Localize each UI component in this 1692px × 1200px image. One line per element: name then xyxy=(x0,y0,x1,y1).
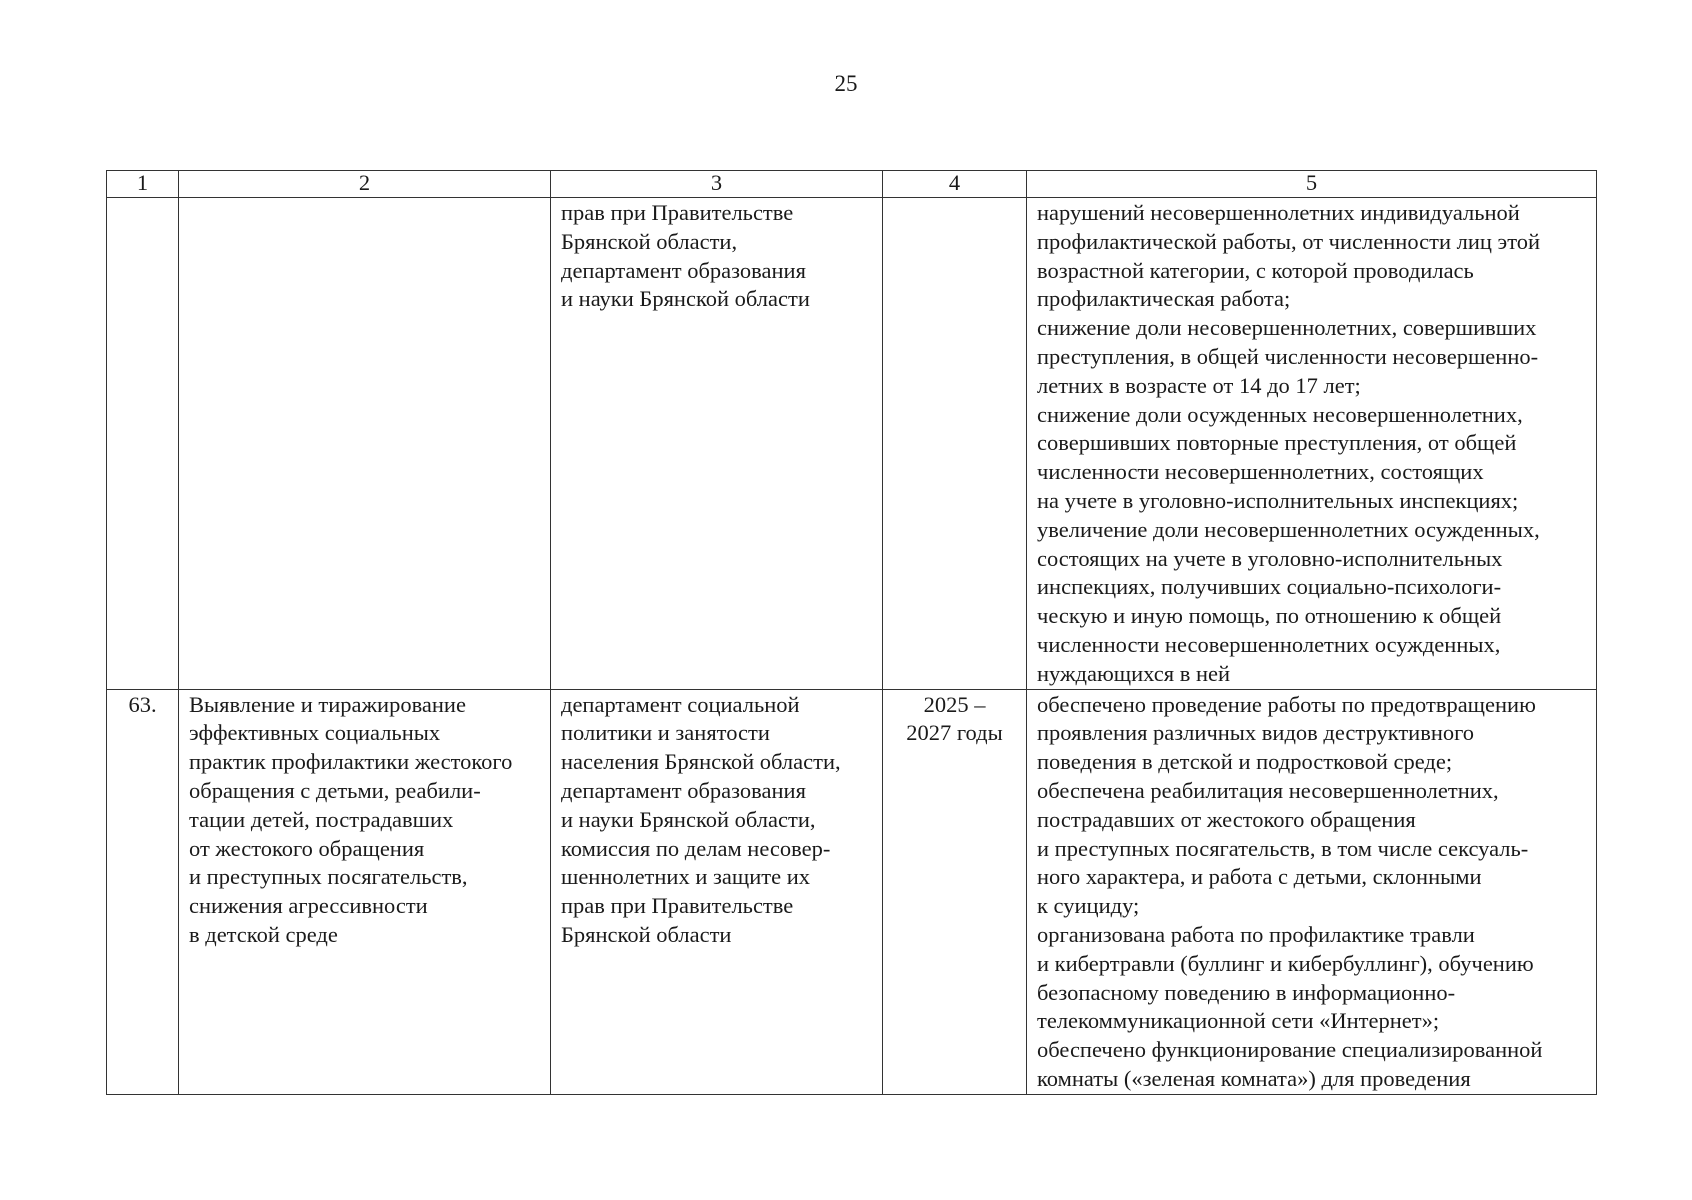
results-line: организована работа по профилактике травли xyxy=(1037,921,1475,947)
measure-line: Выявление и тиражирование xyxy=(189,691,466,717)
results-line: преступления, в общей численности несовершенно- xyxy=(1037,343,1539,369)
row-number-cell xyxy=(107,198,179,690)
measure-line: снижения агрессивности xyxy=(189,893,428,919)
measures-table xyxy=(106,170,1597,1095)
column-header-1: 1 xyxy=(107,171,179,198)
results-line: пострадавших от жестокого обращения xyxy=(1037,806,1416,832)
results-line: ного характера, и работа с детьми, склонными xyxy=(1037,864,1482,890)
results-line: к суициду; xyxy=(1037,893,1140,919)
row-number: 63. xyxy=(128,691,157,717)
results-line: обеспечено проведение работы по предотвращению xyxy=(1037,691,1536,717)
executors-line: комиссия по делам несовер- xyxy=(561,835,831,861)
column-header-5: 5 xyxy=(1027,171,1597,198)
results-line: поведения в детской и подростковой среде; xyxy=(1037,749,1453,775)
table-header-row xyxy=(107,171,1597,198)
results-cell xyxy=(1027,689,1597,1094)
executors-line: Брянской области xyxy=(561,921,732,947)
measure-cell xyxy=(179,689,551,1094)
results-line: нуждающихся в ней xyxy=(1037,660,1231,686)
results-line: на учете в уголовно-исполнительных инспекциях; xyxy=(1037,487,1519,513)
period-cell xyxy=(883,689,1027,1094)
results-line: и кибертравли (буллинг и кибербуллинг), обучению xyxy=(1037,950,1534,976)
measure-line: и преступных посягательств, xyxy=(189,864,468,890)
executors-line: и науки Брянской области, xyxy=(561,806,816,832)
measure-line: в детской среде xyxy=(189,921,338,947)
results-line: численности несовершеннолетних, состоящих xyxy=(1037,459,1484,485)
executors-line: департамент социальной xyxy=(561,691,800,717)
measure-line: тации детей, пострадавших xyxy=(189,806,454,832)
period-cell xyxy=(883,198,1027,690)
results-line: нарушений несовершеннолетних индивидуальной xyxy=(1037,200,1520,225)
period-line: 2025 – xyxy=(923,691,986,717)
results-line: инспекциях, получивших социально-психологи- xyxy=(1037,574,1502,600)
results-line: профилактическая работа; xyxy=(1037,286,1291,312)
measure-line: эффективных социальных xyxy=(189,720,441,746)
executors-line: населения Брянской области, xyxy=(561,749,841,775)
executors-line: политики и занятости xyxy=(561,720,770,746)
executors-cell xyxy=(551,689,883,1094)
results-line: состоящих на учете в уголовно-исполнительных xyxy=(1037,545,1503,571)
results-line: снижение доли осужденных несовершеннолетних, xyxy=(1037,401,1523,427)
results-line: снижение доли несовершеннолетних, совершивших xyxy=(1037,315,1537,341)
executors-line: департамент образования xyxy=(561,777,806,803)
column-header-3: 3 xyxy=(551,171,883,198)
results-line: обеспечено функционирование специализированной xyxy=(1037,1037,1543,1063)
results-cell xyxy=(1027,198,1597,690)
results-line: проявления различных видов деструктивного xyxy=(1037,720,1475,746)
measure-cell xyxy=(179,198,551,690)
executors-line: прав при Правительстве xyxy=(561,893,794,919)
results-line: и преступных посягательств, в том числе сексуаль- xyxy=(1037,835,1529,861)
results-line: профилактической работы, от численности лиц этой xyxy=(1037,228,1541,254)
row-number-cell xyxy=(107,689,179,1094)
measure-line: от жестокого обращения xyxy=(189,835,425,861)
results-line: совершивших повторные преступления, от общей xyxy=(1037,430,1517,456)
results-line: безопасному поведению в информационно- xyxy=(1037,979,1456,1005)
measure-line: обращения с детьми, реабили- xyxy=(189,777,481,803)
results-line: комнаты («зеленая комната») для проведения xyxy=(1037,1065,1471,1091)
results-line: увеличение доли несовершеннолетних осужденных, xyxy=(1037,516,1540,542)
period-line: 2027 годы xyxy=(906,720,1003,746)
results-line: возрастной категории, с которой проводилась xyxy=(1037,257,1474,283)
results-line: телекоммуникационной сети «Интернет»; xyxy=(1037,1008,1440,1034)
measure-line: практик профилактики жестокого xyxy=(189,749,513,775)
table-row xyxy=(107,689,1597,1094)
executors-line: прав при Правительстве xyxy=(561,200,794,225)
column-header-4: 4 xyxy=(883,171,1027,198)
table-row xyxy=(107,198,1597,690)
executors-line: шеннолетних и защите их xyxy=(561,864,810,890)
results-line: обеспечена реабилитация несовершеннолетних, xyxy=(1037,777,1499,803)
executors-line: и науки Брянской области xyxy=(561,286,810,312)
page-number: 25 xyxy=(834,71,858,96)
executors-cell xyxy=(551,198,883,690)
results-line: ческую и иную помощь, по отношению к общей xyxy=(1037,603,1502,629)
column-header-2: 2 xyxy=(179,171,551,198)
results-line: численности несовершеннолетних осужденных, xyxy=(1037,631,1501,657)
executors-line: департамент образования xyxy=(561,257,806,283)
results-line: летних в возрасте от 14 до 17 лет; xyxy=(1037,372,1361,398)
executors-line: Брянской области, xyxy=(561,228,738,254)
